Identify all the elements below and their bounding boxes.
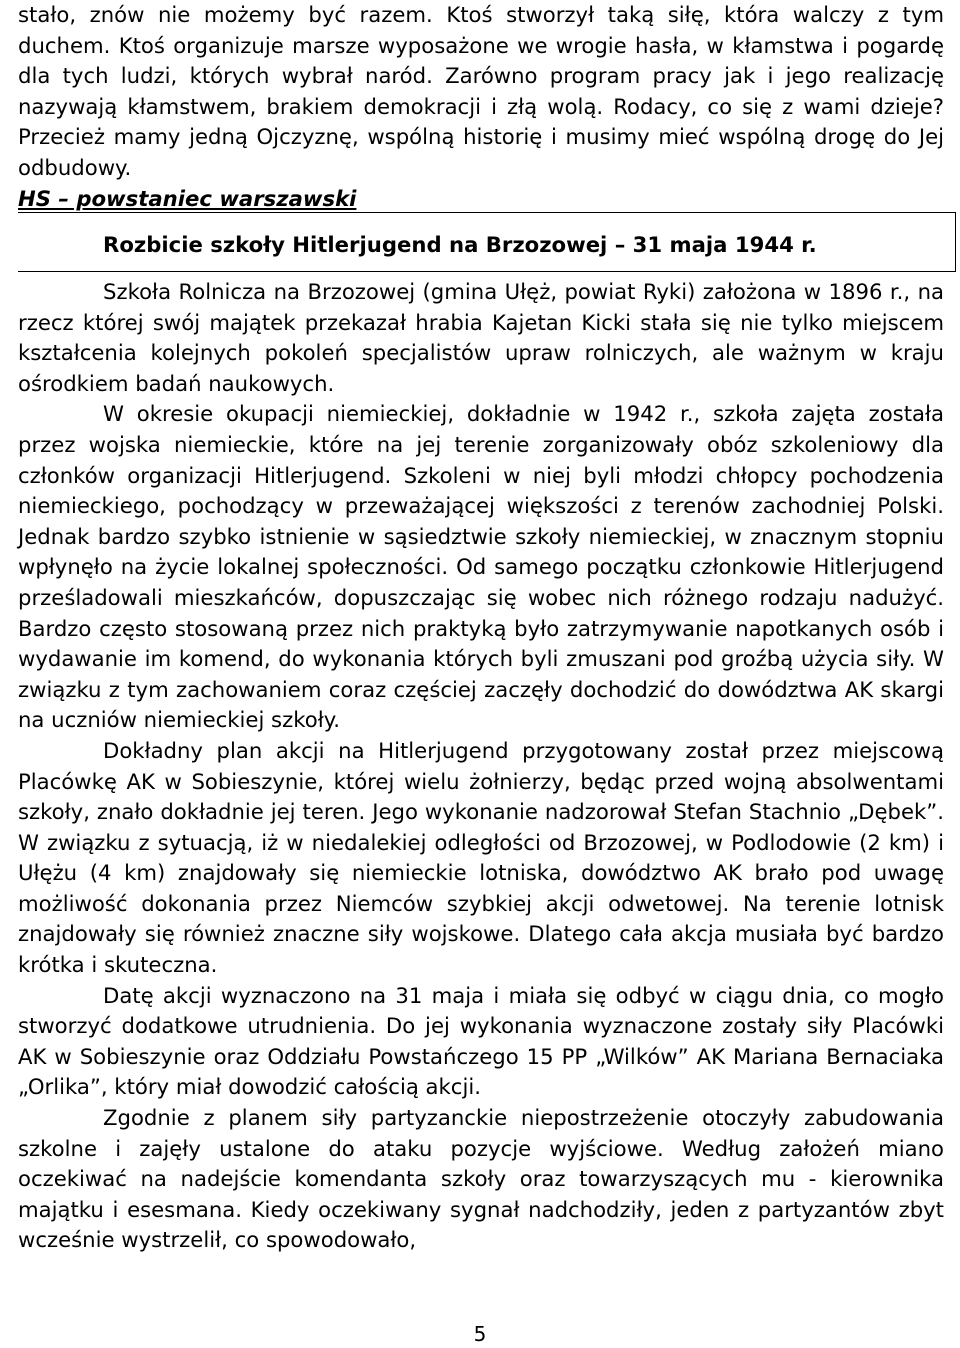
- body-paragraph: Szkoła Rolnicza na Brzozowej (gmina Ułęż, powiat Ryki) założona w 1896 r., na rzecz której swój majątek przekazał hrabia Kajetan Kicki stała się nie tylko miejscem kształcenia kolejnych pokoleń specjalistów upraw rolniczych, ale ważnym w kraju ośrodkiem badań naukowych.: [18, 279, 944, 396]
- article-body: [18, 277, 944, 1256]
- body-paragraph: Zgodnie z planem siły partyzanckie niepostrzeżenie otoczyły zabudowania szkolne i zajęły ustalone do ataku pozycje wyjściowe. Według założeń miano oczekiwać na nadejście komendanta szkoły oraz towarzyszących mu - kierownika majątku i esesmana. Kiedy oczekiwany sygnał nadchodziły, jeden z partyzantów zbyt wcześnie wystrzelił, co spowodowało,: [18, 1105, 944, 1253]
- section-heading: Rozbicie szkoły Hitlerjugend na Brzozowej – 31 maja 1944 r.: [103, 232, 817, 257]
- previous-article-block: [18, 0, 944, 214]
- top-paragraph: stało, znów nie możemy być razem. Ktoś stworzył taką siłę, która walczy z tym duchem. Ktoś organizuje marsze wyposażone we wrogie hasła, w kłamstwa i pogardę dla tych ludzi, których wybrał naród. Zarówno program pracy jak i jego realizację nazywają kłamstwem, brakiem demokracji i złą wolą. Rodacy, co się z wami dzieje? Przecież mamy jedną Ojczyznę, wspólną historię i musimy mieć wspólną drogę do Jej odbudowy.: [18, 2, 944, 180]
- body-paragraph: W okresie okupacji niemieckiej, dokładnie w 1942 r., szkoła zajęta została przez wojska niemieckie, które na jej terenie zorganizowały obóz szkoleniowy dla członków organizacji Hitlerjugend. Szkoleni w niej byli młodzi chłopcy pochodzenia niemieckiego, pochodzący w przeważającej większości z terenów zachodniej Polski. Jednak bardzo szybko istnienie w sąsiedztwie szkoły niemieckiej, w znacznym stopniu wpłynęło na życie lokalnej społeczności. Od samego początku członkowie Hitlerjugend prześladowali mieszkańców, dopuszczając się wobec nich różnego rodzaju nadużyć. Bardzo często stosowaną przez nich praktyką było zatrzymywanie napotkanych osób i wydawanie im komend, do wykonania których byli zmuszani pod groźbą użycia siły. W związku z tym zachowaniem coraz częściej zaczęły dochodzić do dowództwa AK skargi na uczniów niemieckiej szkoły.: [18, 401, 944, 733]
- body-paragraph: Dokładny plan akcji na Hitlerjugend przygotowany został przez miejscową Placówkę AK w Sobieszynie, której wielu żołnierzy, będąc przed wojną absolwentami szkoły, znało dokładnie jej teren. Jego wykonanie nadzorował Stefan Stachnio „Dębek”. W związku z sytuacją, iż w niedalekiej odległości od Brzozowej, w Podlodowie (2 km) i Ułężu (4 km) znajdowały się niemieckie lotniska, dowództwo AK brało pod uwagę możliwość dokonania przez Niemców szybkiej akcji odwetowej. Na terenie lotnisk znajdowały się również znaczne siły wojskowe. Dlatego cała akcja musiała być bardzo krótka i skuteczna.: [18, 737, 944, 978]
- section-heading-box: [18, 212, 956, 272]
- body-paragraph: Datę akcji wyznaczono na 31 maja i miała się odbyć w ciągu dnia, co mogło stworzyć dodatkowe utrudnienia. Do jej wykonania wyznaczone zostały siły Placówki AK w Sobieszynie oraz Oddziału Powstańczego 15 PP „Wilków” AK Mariana Bernaciaka „Orlika”, który miał dowodzić całością akcji.: [18, 982, 944, 1100]
- page-number: 5: [473, 1322, 487, 1346]
- author-signature: HS – powstaniec warszawski: [18, 185, 357, 211]
